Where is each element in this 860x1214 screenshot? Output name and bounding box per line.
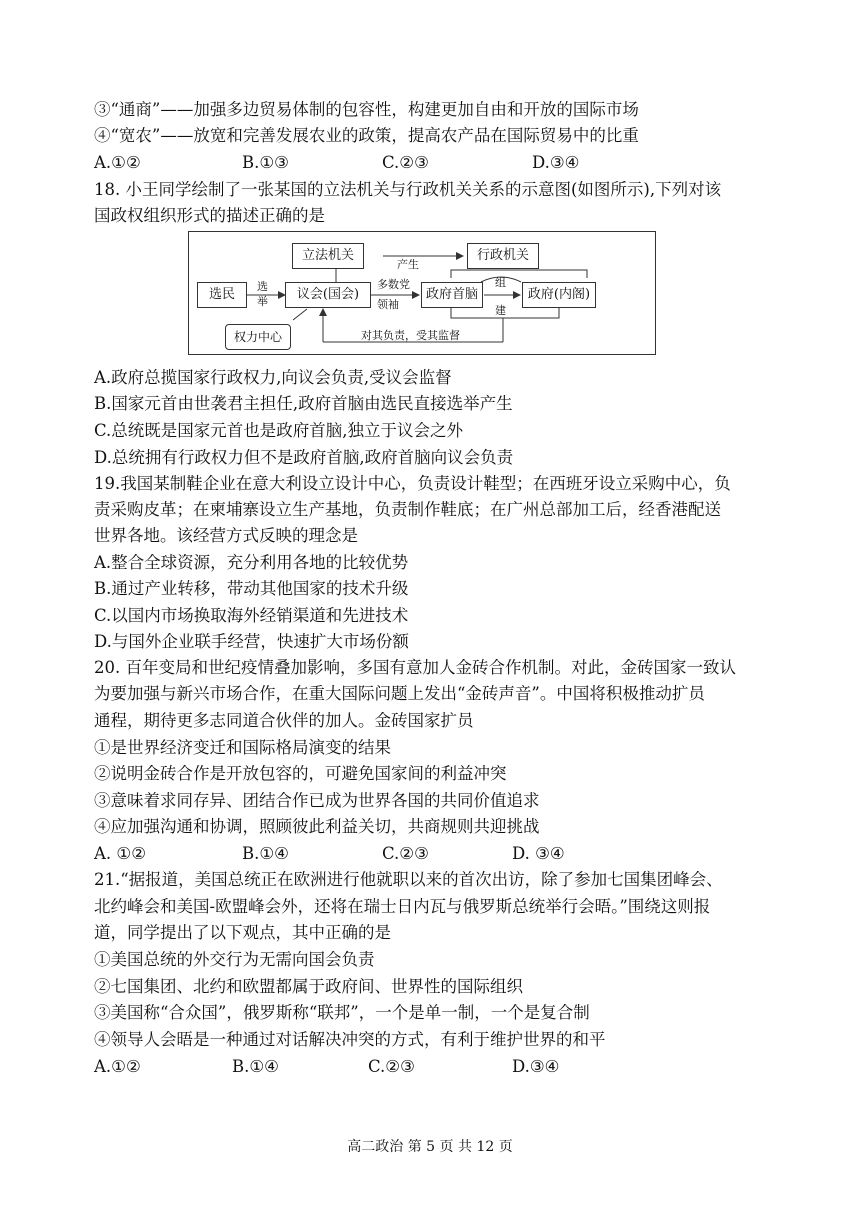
q20-stem-line-2: 为要加强与新兴市场合作，在重大国际问题上发出“金砖声音”。中国将积极推动扩员 xyxy=(94,684,705,703)
label-majority-1: 多数党 xyxy=(377,278,410,291)
voters-box: 选民 xyxy=(197,282,247,308)
q20-option-c: C.②③ xyxy=(382,844,429,863)
government-structure-diagram xyxy=(188,231,656,355)
q19-stem-line-1: 19.我国某制鞋企业在意大利设立设计中心，负责设计鞋型；在西班牙设立采购中心，负 xyxy=(94,474,731,493)
executive-box: 行政机关 xyxy=(467,243,539,269)
q21-option-d: D.③④ xyxy=(512,1057,560,1076)
q17-item-4: ④“宽农”——放宽和完善发展农业的政策，提高农产品在国际贸易中的比重 xyxy=(94,126,639,145)
q18-option-b: B.国家元首由世袭君主担任,政府首脑由选民直接选举产生 xyxy=(94,394,513,413)
power-center-box: 权力中心 xyxy=(225,324,291,350)
label-elect-1: 选 xyxy=(257,280,268,293)
q20-option-b: B.①④ xyxy=(242,844,289,863)
q17-option-c: C.②③ xyxy=(382,153,429,172)
q21-stem-line-1: 21.“据报道，美国总统正在欧洲进行他就职以来的首次出访，除了参加七国集团峰会、 xyxy=(94,870,723,889)
q18-option-a: A.政府总揽国家行政权力,向议会负责,受议会监督 xyxy=(94,368,452,387)
q20-item-2: ②说明金砖合作是开放包容的，可避免国家间的利益冲突 xyxy=(94,764,507,783)
label-elect-2: 举 xyxy=(257,295,268,308)
q17-item-3: ③“通商”——加强多边贸易体制的包容性，构建更加自由和开放的国际市场 xyxy=(94,100,639,119)
q21-item-3: ③美国称“合众国”，俄罗斯称“联邦”，一个是单一制，一个是复合制 xyxy=(94,1003,590,1022)
q19-option-c: C.以国内市场换取海外经销渠道和先进技术 xyxy=(94,606,409,625)
q21-item-1: ①美国总统的外交行为无需向国会负责 xyxy=(94,950,375,969)
parliament-box: 议会(国会) xyxy=(285,282,371,308)
head-of-government-box: 政府首脑 xyxy=(421,282,483,308)
label-form-1: 组 xyxy=(495,276,506,289)
q21-stem-line-3: 道，同学提出了以下观点，其中正确的是 xyxy=(94,923,391,942)
q17-option-b: B.①③ xyxy=(242,153,289,172)
page-footer: 高二政治 第 5 页 共 12 页 xyxy=(347,1139,513,1155)
q18-option-d: D.总统拥有行政权力但不是政府首脑,政府首脑向议会负责 xyxy=(94,448,514,467)
q21-item-2: ②七国集团、北约和欧盟都属于政府间、世界性的国际组织 xyxy=(94,977,523,996)
label-produce: 产生 xyxy=(397,258,419,271)
q21-stem-line-2: 北约峰会和美国-欧盟峰会外，还将在瑞士日内瓦与俄罗斯总统举行会晤。”围绕这则报 xyxy=(94,897,711,916)
q17-option-a: A.①② xyxy=(94,153,141,172)
q19-option-d: D.与国外企业联手经营，快速扩大市场份额 xyxy=(94,632,409,651)
cabinet-box: 政府(内阁) xyxy=(522,282,596,308)
q21-item-4: ④领导人会晤是一种通过对话解决冲突的方式，有利于维护世界的和平 xyxy=(94,1030,606,1049)
label-majority-2: 领袖 xyxy=(377,298,399,311)
label-responsible: 对其负责，受其监督 xyxy=(361,329,460,342)
q19-stem-line-2: 责采购皮革；在柬埔寨设立生产基地，负责制作鞋底；在广州总部加工后，经香港配送 xyxy=(94,500,721,519)
q20-item-4: ④应加强沟通和协调，照顾彼此利益关切，共商规则共迎挑战 xyxy=(94,817,540,836)
q18-option-c: C.总统既是国家元首也是政府首脑,独立于议会之外 xyxy=(94,421,464,440)
q20-stem-line-3: 通程，期待更多志同道合伙伴的加人。金砖国家扩员 xyxy=(94,711,474,730)
legislature-box: 立法机关 xyxy=(292,243,364,269)
q19-option-a: A.整合全球资源，充分利用各地的比较优势 xyxy=(94,553,409,572)
q19-option-b: B.通过产业转移，带动其他国家的技术升级 xyxy=(94,579,409,598)
q21-option-c: C.②③ xyxy=(368,1057,415,1076)
q19-stem-line-3: 世界各地。该经营方式反映的理念是 xyxy=(94,526,358,545)
q20-stem-line-1: 20. 百年变局和世纪疫情叠加影响，多国有意加人金砖合作机制。对此，金砖国家一致认 xyxy=(94,658,736,677)
q20-option-a: A. ①② xyxy=(94,844,146,863)
q20-option-d: D. ③④ xyxy=(512,844,565,863)
q20-item-3: ③意味着求同存异、团结合作已成为世界各国的共同价值追求 xyxy=(94,791,540,810)
label-form-2: 建 xyxy=(495,304,506,317)
q17-option-d: D.③④ xyxy=(532,153,580,172)
q21-option-a: A.①② xyxy=(94,1057,141,1076)
q18-stem-line-2: 国政权组织形式的描述正确的是 xyxy=(94,206,325,225)
q18-stem-line-1: 18. 小王同学绘制了一张某国的立法机关与行政机关关系的示意图(如图所示),下列对该 xyxy=(94,180,722,199)
q21-option-b: B.①④ xyxy=(232,1057,279,1076)
q20-item-1: ①是世界经济变迁和国际格局演变的结果 xyxy=(94,738,391,757)
